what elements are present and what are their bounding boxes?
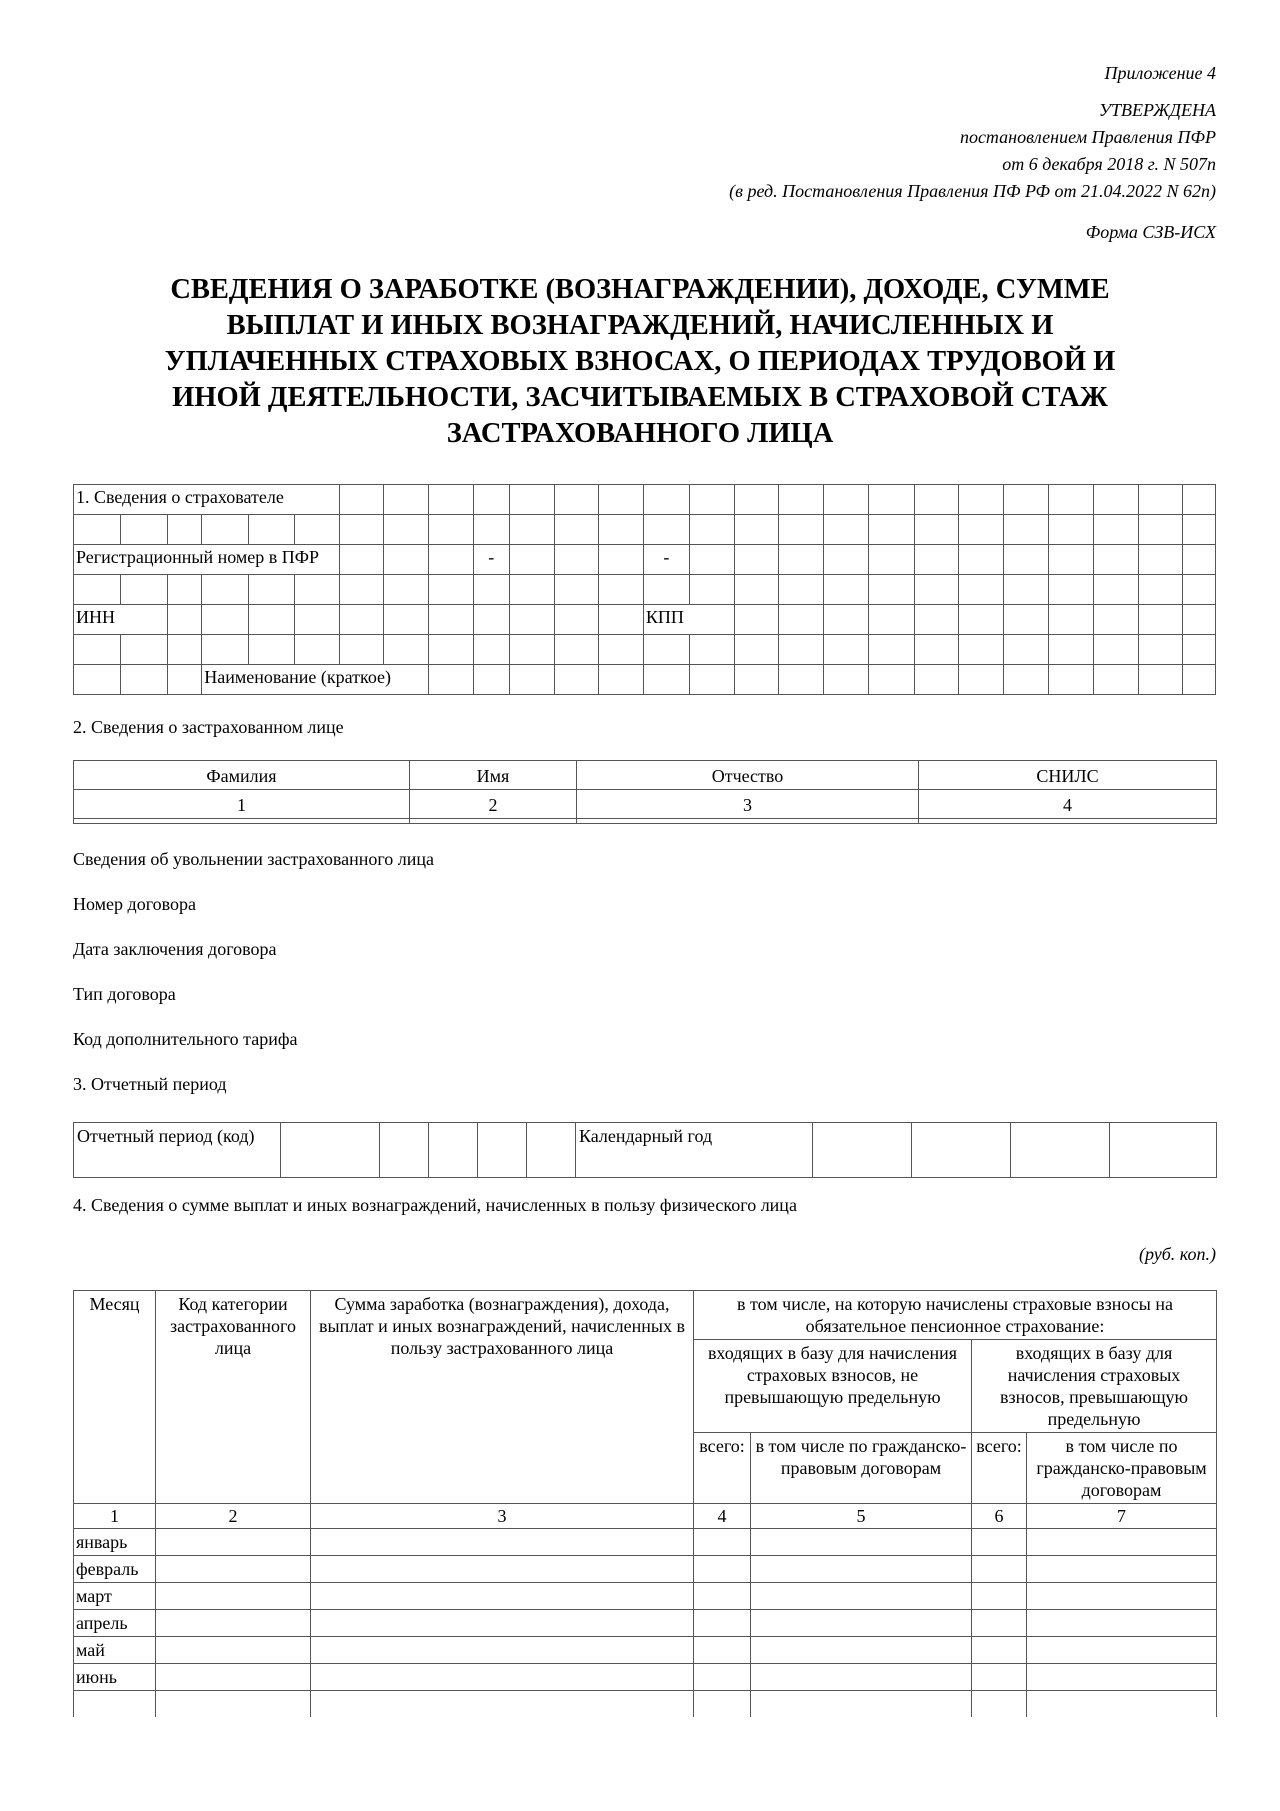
continuation-cell xyxy=(156,1691,311,1718)
total-cell[interactable] xyxy=(972,1637,1027,1664)
grid-cell[interactable] xyxy=(429,485,474,515)
grid-cell[interactable] xyxy=(643,635,689,665)
civil-cell[interactable] xyxy=(1027,1583,1217,1610)
reg-number-cell[interactable] xyxy=(1093,545,1138,575)
name-cell[interactable] xyxy=(824,665,869,695)
kpp-cell[interactable] xyxy=(734,605,779,635)
grid-cell[interactable] xyxy=(249,635,295,665)
grid-cell[interactable] xyxy=(959,635,1004,665)
calendar-year-label: Календарный год xyxy=(576,1123,813,1178)
grid-cell[interactable] xyxy=(824,575,869,605)
total-cell[interactable] xyxy=(972,1583,1027,1610)
grid-cell[interactable] xyxy=(779,635,824,665)
period-code-label: Отчетный период (код) xyxy=(74,1123,281,1178)
continuation-cell xyxy=(751,1691,972,1718)
grid-cell[interactable] xyxy=(1093,515,1138,545)
reg-number-cell[interactable] xyxy=(824,545,869,575)
kpp-cell[interactable] xyxy=(914,605,959,635)
grid-cell[interactable] xyxy=(868,635,914,665)
inn-cell[interactable] xyxy=(429,605,474,635)
grid-cell[interactable] xyxy=(74,575,121,605)
civil-cell[interactable] xyxy=(751,1664,972,1691)
grid-cell[interactable] xyxy=(914,635,959,665)
name-cell[interactable] xyxy=(868,665,914,695)
total-cell[interactable] xyxy=(694,1583,751,1610)
grid-cell[interactable] xyxy=(599,485,644,515)
grid-cell[interactable] xyxy=(1048,485,1093,515)
insurer-grid xyxy=(73,484,1216,695)
civil-cell[interactable] xyxy=(751,1583,972,1610)
reg-number-cell[interactable] xyxy=(1183,545,1216,575)
section4-heading: 4. Сведения о сумме выплат и иных вознаграждений, начисленных в пользу физического лица xyxy=(73,1195,797,1215)
grid-cell[interactable] xyxy=(734,515,779,545)
name-cell[interactable] xyxy=(779,665,824,695)
grid-cell[interactable] xyxy=(509,635,555,665)
title-line: ИНОЙ ДЕЯТЕЛЬНОСТИ, ЗАСЧИТЫВАЕМЫХ В СТРАХОВОЙ СТАЖ xyxy=(172,382,1108,413)
civil-cell[interactable] xyxy=(1027,1556,1217,1583)
total-cell[interactable] xyxy=(694,1637,751,1664)
reg-number-cell[interactable] xyxy=(868,545,914,575)
inn-cell[interactable] xyxy=(167,605,202,635)
grid-cell[interactable] xyxy=(1138,515,1183,545)
grid-cell[interactable] xyxy=(1004,575,1049,605)
grid-cell[interactable] xyxy=(643,575,689,605)
grid-cell[interactable] xyxy=(429,515,474,545)
grid-cell[interactable] xyxy=(509,485,555,515)
month-label: апрель xyxy=(74,1610,156,1637)
month-label: март xyxy=(74,1583,156,1610)
col-number: 4 xyxy=(694,1504,751,1529)
name-field[interactable] xyxy=(410,819,577,824)
continuation-cell xyxy=(972,1691,1027,1718)
year-cell[interactable] xyxy=(912,1123,1011,1178)
category-cell[interactable] xyxy=(156,1556,311,1583)
reg-number-label: Регистрационный номер в ПФР xyxy=(74,545,340,575)
snils-field[interactable] xyxy=(919,819,1217,824)
period-code-cell[interactable] xyxy=(478,1123,527,1178)
grid-cell[interactable] xyxy=(1138,485,1183,515)
total-cell[interactable] xyxy=(694,1664,751,1691)
kpp-cell[interactable] xyxy=(868,605,914,635)
approval-block xyxy=(729,60,1216,246)
grid-cell[interactable] xyxy=(555,635,599,665)
grid-cell[interactable] xyxy=(294,575,339,605)
name-cell[interactable] xyxy=(473,665,509,695)
col-number: 3 xyxy=(577,790,919,819)
grid-cell[interactable] xyxy=(202,635,249,665)
name-cell[interactable] xyxy=(1004,665,1049,695)
col-number: 1 xyxy=(74,1504,156,1529)
reg-number-cell[interactable] xyxy=(779,545,824,575)
grid-cell[interactable] xyxy=(779,575,824,605)
grid-cell[interactable] xyxy=(868,515,914,545)
insured-person-table xyxy=(73,760,1217,824)
grid-cell[interactable] xyxy=(1183,575,1216,605)
grid-cell[interactable] xyxy=(294,515,339,545)
grid-cell[interactable] xyxy=(734,635,779,665)
inn-cell[interactable] xyxy=(202,605,249,635)
reg-number-cell[interactable] xyxy=(599,545,644,575)
inn-cell[interactable] xyxy=(294,605,339,635)
col-surname: Фамилия xyxy=(74,761,410,790)
period-code-cell[interactable] xyxy=(380,1123,429,1178)
grid-cell[interactable] xyxy=(473,575,509,605)
col-number: 4 xyxy=(919,790,1217,819)
name-cell[interactable] xyxy=(1048,665,1093,695)
total-cell[interactable] xyxy=(694,1610,751,1637)
total-cell[interactable] xyxy=(972,1610,1027,1637)
total-cell[interactable] xyxy=(972,1664,1027,1691)
grid-cell[interactable] xyxy=(202,515,249,545)
total-cell[interactable] xyxy=(694,1556,751,1583)
grid-cell[interactable] xyxy=(167,575,202,605)
grid-cell[interactable] xyxy=(509,515,555,545)
inn-label: ИНН xyxy=(74,605,168,635)
col-total-a: всего: xyxy=(694,1433,751,1504)
period-code-cell[interactable] xyxy=(527,1123,576,1178)
name-cell[interactable] xyxy=(1183,665,1216,695)
grid-cell[interactable] xyxy=(599,635,644,665)
col-exceeding: входящих в базу для начисления страховых взносов, превышающую предельную xyxy=(972,1340,1217,1433)
grid-cell[interactable] xyxy=(339,485,384,515)
month-label: январь xyxy=(74,1529,156,1556)
reg-number-cell[interactable] xyxy=(689,545,734,575)
col-number: 2 xyxy=(410,790,577,819)
col-total-b: всего: xyxy=(972,1433,1027,1504)
grid-cell[interactable] xyxy=(914,515,959,545)
grid-cell[interactable] xyxy=(779,515,824,545)
total-cell[interactable] xyxy=(972,1529,1027,1556)
col-category-code: Код категории застрахованного лица xyxy=(156,1291,311,1504)
insurer-heading: 1. Сведения о страхователе xyxy=(74,485,340,515)
reg-number-cell[interactable] xyxy=(339,545,384,575)
grid-cell[interactable] xyxy=(555,575,599,605)
col-number: 7 xyxy=(1027,1504,1217,1529)
grid-cell[interactable] xyxy=(1093,485,1138,515)
col-patronymic: Отчество xyxy=(577,761,919,790)
name-cell[interactable] xyxy=(1138,665,1183,695)
grid-cell[interactable] xyxy=(1183,515,1216,545)
col-not-exceeding: входящих в базу для начисления страховых взносов, не превышающую предельную xyxy=(694,1340,972,1433)
reg-number-dash: - xyxy=(643,545,689,575)
grid-cell[interactable] xyxy=(120,635,167,665)
civil-cell[interactable] xyxy=(751,1529,972,1556)
appendix-label: Приложение 4 xyxy=(1104,63,1216,83)
sum-cell[interactable] xyxy=(311,1664,694,1691)
grid-cell[interactable] xyxy=(429,635,474,665)
civil-cell[interactable] xyxy=(1027,1664,1217,1691)
grid-cell[interactable] xyxy=(1048,515,1093,545)
grid-cell[interactable] xyxy=(959,485,1004,515)
civil-cell[interactable] xyxy=(751,1637,972,1664)
grid-cell[interactable] xyxy=(1048,635,1093,665)
category-cell[interactable] xyxy=(156,1610,311,1637)
grid-cell[interactable] xyxy=(914,485,959,515)
grid-cell[interactable] xyxy=(167,635,202,665)
month-label: май xyxy=(74,1637,156,1664)
year-cell[interactable] xyxy=(813,1123,912,1178)
period-code-cell[interactable] xyxy=(281,1123,380,1178)
name-cell[interactable] xyxy=(734,665,779,695)
grid-cell[interactable] xyxy=(1004,485,1049,515)
col-number: 2 xyxy=(156,1504,311,1529)
contract-number-label: Номер договора xyxy=(73,894,196,914)
inn-cell[interactable] xyxy=(384,605,429,635)
grid-cell[interactable] xyxy=(734,575,779,605)
grid-cell[interactable] xyxy=(473,515,509,545)
grid-cell[interactable] xyxy=(1183,635,1216,665)
grid-cell[interactable] xyxy=(599,575,644,605)
reporting-period-table xyxy=(73,1122,1217,1178)
col-number: 1 xyxy=(74,790,410,819)
grid-cell[interactable] xyxy=(914,575,959,605)
grid-cell[interactable] xyxy=(384,485,429,515)
kpp-cell[interactable] xyxy=(959,605,1004,635)
reg-number-cell[interactable] xyxy=(1048,545,1093,575)
grid-cell[interactable] xyxy=(384,575,429,605)
grid-cell[interactable] xyxy=(473,485,509,515)
name-cell[interactable] xyxy=(1093,665,1138,695)
civil-cell[interactable] xyxy=(751,1556,972,1583)
col-civil-b: в том числе по гражданско-правовым договорам xyxy=(1027,1433,1217,1504)
inn-cell[interactable] xyxy=(339,605,384,635)
kpp-cell[interactable] xyxy=(824,605,869,635)
grid-cell[interactable] xyxy=(473,635,509,665)
grid-cell[interactable] xyxy=(599,515,644,545)
inn-cell[interactable] xyxy=(599,605,644,635)
grid-cell[interactable] xyxy=(1093,575,1138,605)
grid-cell[interactable] xyxy=(339,575,384,605)
name-cell[interactable] xyxy=(914,665,959,695)
grid-cell[interactable] xyxy=(689,485,734,515)
title-line: ЗАСТРАХОВАННОГО ЛИЦА xyxy=(446,418,834,449)
kpp-cell[interactable] xyxy=(779,605,824,635)
dismissal-info-label: Сведения об увольнении застрахованного лица xyxy=(73,849,435,869)
category-cell[interactable] xyxy=(156,1529,311,1556)
col-snils: СНИЛС xyxy=(919,761,1217,790)
kpp-cell[interactable] xyxy=(1048,605,1093,635)
contract-date-label: Дата заключения договора xyxy=(73,939,277,959)
grid-cell[interactable] xyxy=(779,485,824,515)
col-number: 6 xyxy=(972,1504,1027,1529)
grid-cell[interactable] xyxy=(249,575,295,605)
reg-number-cell[interactable] xyxy=(509,545,555,575)
name-cell[interactable] xyxy=(429,665,474,695)
kpp-cell[interactable] xyxy=(1093,605,1138,635)
name-cell[interactable] xyxy=(643,665,689,695)
contract-type-label: Тип договора xyxy=(73,984,176,1004)
month-label: февраль xyxy=(74,1556,156,1583)
title-line: УПЛАЧЕННЫХ СТРАХОВЫХ ВЗНОСАХ, О ПЕРИОДАХ ТРУДОВОЙ И xyxy=(164,346,1116,377)
civil-cell[interactable] xyxy=(1027,1529,1217,1556)
sum-cell[interactable] xyxy=(311,1529,694,1556)
grid-cell[interactable] xyxy=(959,575,1004,605)
grid-cell[interactable] xyxy=(555,515,599,545)
approved-label: УТВЕРЖДЕНА xyxy=(1098,100,1216,120)
reg-number-cell[interactable] xyxy=(959,545,1004,575)
grid-cell[interactable] xyxy=(689,635,734,665)
civil-cell[interactable] xyxy=(1027,1637,1217,1664)
grid-cell[interactable] xyxy=(384,635,429,665)
reg-number-cell[interactable] xyxy=(914,545,959,575)
col-month: Месяц xyxy=(74,1291,156,1504)
grid-cell[interactable] xyxy=(509,575,555,605)
grid-cell[interactable] xyxy=(1004,515,1049,545)
units-label: (руб. коп.) xyxy=(1138,1244,1216,1264)
grid-cell[interactable] xyxy=(824,515,869,545)
form-name: Форма СЗВ-ИСХ xyxy=(1085,222,1216,242)
grid-cell[interactable] xyxy=(1138,575,1183,605)
section3-heading: 3. Отчетный период xyxy=(73,1074,227,1094)
grid-cell[interactable] xyxy=(1183,485,1216,515)
kpp-cell[interactable] xyxy=(1004,605,1049,635)
kpp-cell[interactable] xyxy=(1138,605,1183,635)
grid-cell[interactable] xyxy=(824,485,869,515)
name-cell[interactable] xyxy=(555,665,599,695)
surname-field[interactable] xyxy=(74,819,410,824)
reg-number-cell[interactable] xyxy=(429,545,474,575)
continuation-cell xyxy=(1027,1691,1217,1718)
grid-cell[interactable] xyxy=(734,485,779,515)
sum-cell[interactable] xyxy=(311,1556,694,1583)
name-cell[interactable] xyxy=(959,665,1004,695)
year-cell[interactable] xyxy=(1110,1123,1217,1178)
title-line: ВЫПЛАТ И ИНЫХ ВОЗНАГРАЖДЕНИЙ, НАЧИСЛЕННЫХ И xyxy=(226,310,1054,341)
edition-note: (в ред. Постановления Правления ПФ РФ от 21.04.2022 N 62п) xyxy=(729,181,1216,201)
month-label: июнь xyxy=(74,1664,156,1691)
continuation-cell xyxy=(74,1691,156,1718)
grid-cell[interactable] xyxy=(868,485,914,515)
total-cell[interactable] xyxy=(972,1556,1027,1583)
category-cell[interactable] xyxy=(156,1583,311,1610)
grid-cell[interactable] xyxy=(120,575,167,605)
grid-cell[interactable] xyxy=(74,515,121,545)
col-number: 3 xyxy=(311,1504,694,1529)
grid-cell[interactable] xyxy=(120,515,167,545)
col-number: 5 xyxy=(751,1504,972,1529)
grid-cell[interactable] xyxy=(120,665,167,695)
grid-cell[interactable] xyxy=(339,635,384,665)
approved-date: от 6 декабря 2018 г. N 507п xyxy=(1002,154,1216,174)
name-cell[interactable] xyxy=(509,665,555,695)
grid-cell[interactable] xyxy=(689,575,734,605)
total-cell[interactable] xyxy=(694,1529,751,1556)
continuation-cell xyxy=(694,1691,751,1718)
grid-cell[interactable] xyxy=(959,515,1004,545)
reg-number-cell[interactable] xyxy=(384,545,429,575)
extra-tariff-label: Код дополнительного тарифа xyxy=(73,1029,298,1049)
grid-cell[interactable] xyxy=(429,575,474,605)
approved-by: постановлением Правления ПФР xyxy=(959,127,1216,147)
grid-cell[interactable] xyxy=(1004,635,1049,665)
col-name: Имя xyxy=(410,761,577,790)
grid-cell[interactable] xyxy=(689,515,734,545)
grid-cell[interactable] xyxy=(74,635,121,665)
category-cell[interactable] xyxy=(156,1637,311,1664)
inn-cell[interactable] xyxy=(249,605,295,635)
grid-cell[interactable] xyxy=(202,575,249,605)
inn-cell[interactable] xyxy=(509,605,555,635)
section2-heading: 2. Сведения о застрахованном лице xyxy=(73,717,344,737)
name-cell[interactable] xyxy=(599,665,644,695)
grid-cell[interactable] xyxy=(868,575,914,605)
grid-cell[interactable] xyxy=(643,515,689,545)
name-label: Наименование (краткое) xyxy=(202,665,429,695)
grid-cell[interactable] xyxy=(643,485,689,515)
patronymic-field[interactable] xyxy=(577,819,919,824)
grid-cell[interactable] xyxy=(249,515,295,545)
grid-cell[interactable] xyxy=(167,665,202,695)
grid-cell[interactable] xyxy=(1093,635,1138,665)
document-title xyxy=(90,272,1190,452)
continuation-cell xyxy=(311,1691,694,1718)
reg-number-cell[interactable] xyxy=(1004,545,1049,575)
inn-cell[interactable] xyxy=(473,605,509,635)
civil-cell[interactable] xyxy=(1027,1610,1217,1637)
reg-number-dash: - xyxy=(473,545,509,575)
kpp-label: КПП xyxy=(643,605,734,635)
col-total-sum: Сумма заработка (вознаграждения), дохода, выплат и иных вознаграждений, начисленных в пользу застрахованного лица xyxy=(311,1291,694,1504)
year-cell[interactable] xyxy=(1011,1123,1110,1178)
grid-cell[interactable] xyxy=(167,515,202,545)
name-cell[interactable] xyxy=(689,665,734,695)
reg-number-cell[interactable] xyxy=(734,545,779,575)
title-line: СВЕДЕНИЯ О ЗАРАБОТКЕ (ВОЗНАГРАЖДЕНИИ), ДОХОДЕ, СУММЕ xyxy=(170,274,1110,305)
grid-cell[interactable] xyxy=(824,635,869,665)
kpp-cell[interactable] xyxy=(1183,605,1216,635)
sum-cell[interactable] xyxy=(311,1610,694,1637)
sum-cell[interactable] xyxy=(311,1637,694,1664)
grid-cell[interactable] xyxy=(339,515,384,545)
grid-cell[interactable] xyxy=(384,515,429,545)
civil-cell[interactable] xyxy=(751,1610,972,1637)
grid-cell[interactable] xyxy=(1138,635,1183,665)
category-cell[interactable] xyxy=(156,1664,311,1691)
grid-cell[interactable] xyxy=(74,665,121,695)
grid-cell[interactable] xyxy=(555,485,599,515)
col-civil-a: в том числе по гражданско-правовым договорам xyxy=(751,1433,972,1504)
grid-cell[interactable] xyxy=(1048,575,1093,605)
sum-cell[interactable] xyxy=(311,1583,694,1610)
payments-table xyxy=(73,1290,1217,1717)
grid-cell[interactable] xyxy=(294,635,339,665)
inn-cell[interactable] xyxy=(555,605,599,635)
reg-number-cell[interactable] xyxy=(1138,545,1183,575)
col-including: в том числе, на которую начислены страховые взносы на обязательное пенсионное страхование: xyxy=(694,1291,1217,1340)
period-code-cell[interactable] xyxy=(429,1123,478,1178)
reg-number-cell[interactable] xyxy=(555,545,599,575)
